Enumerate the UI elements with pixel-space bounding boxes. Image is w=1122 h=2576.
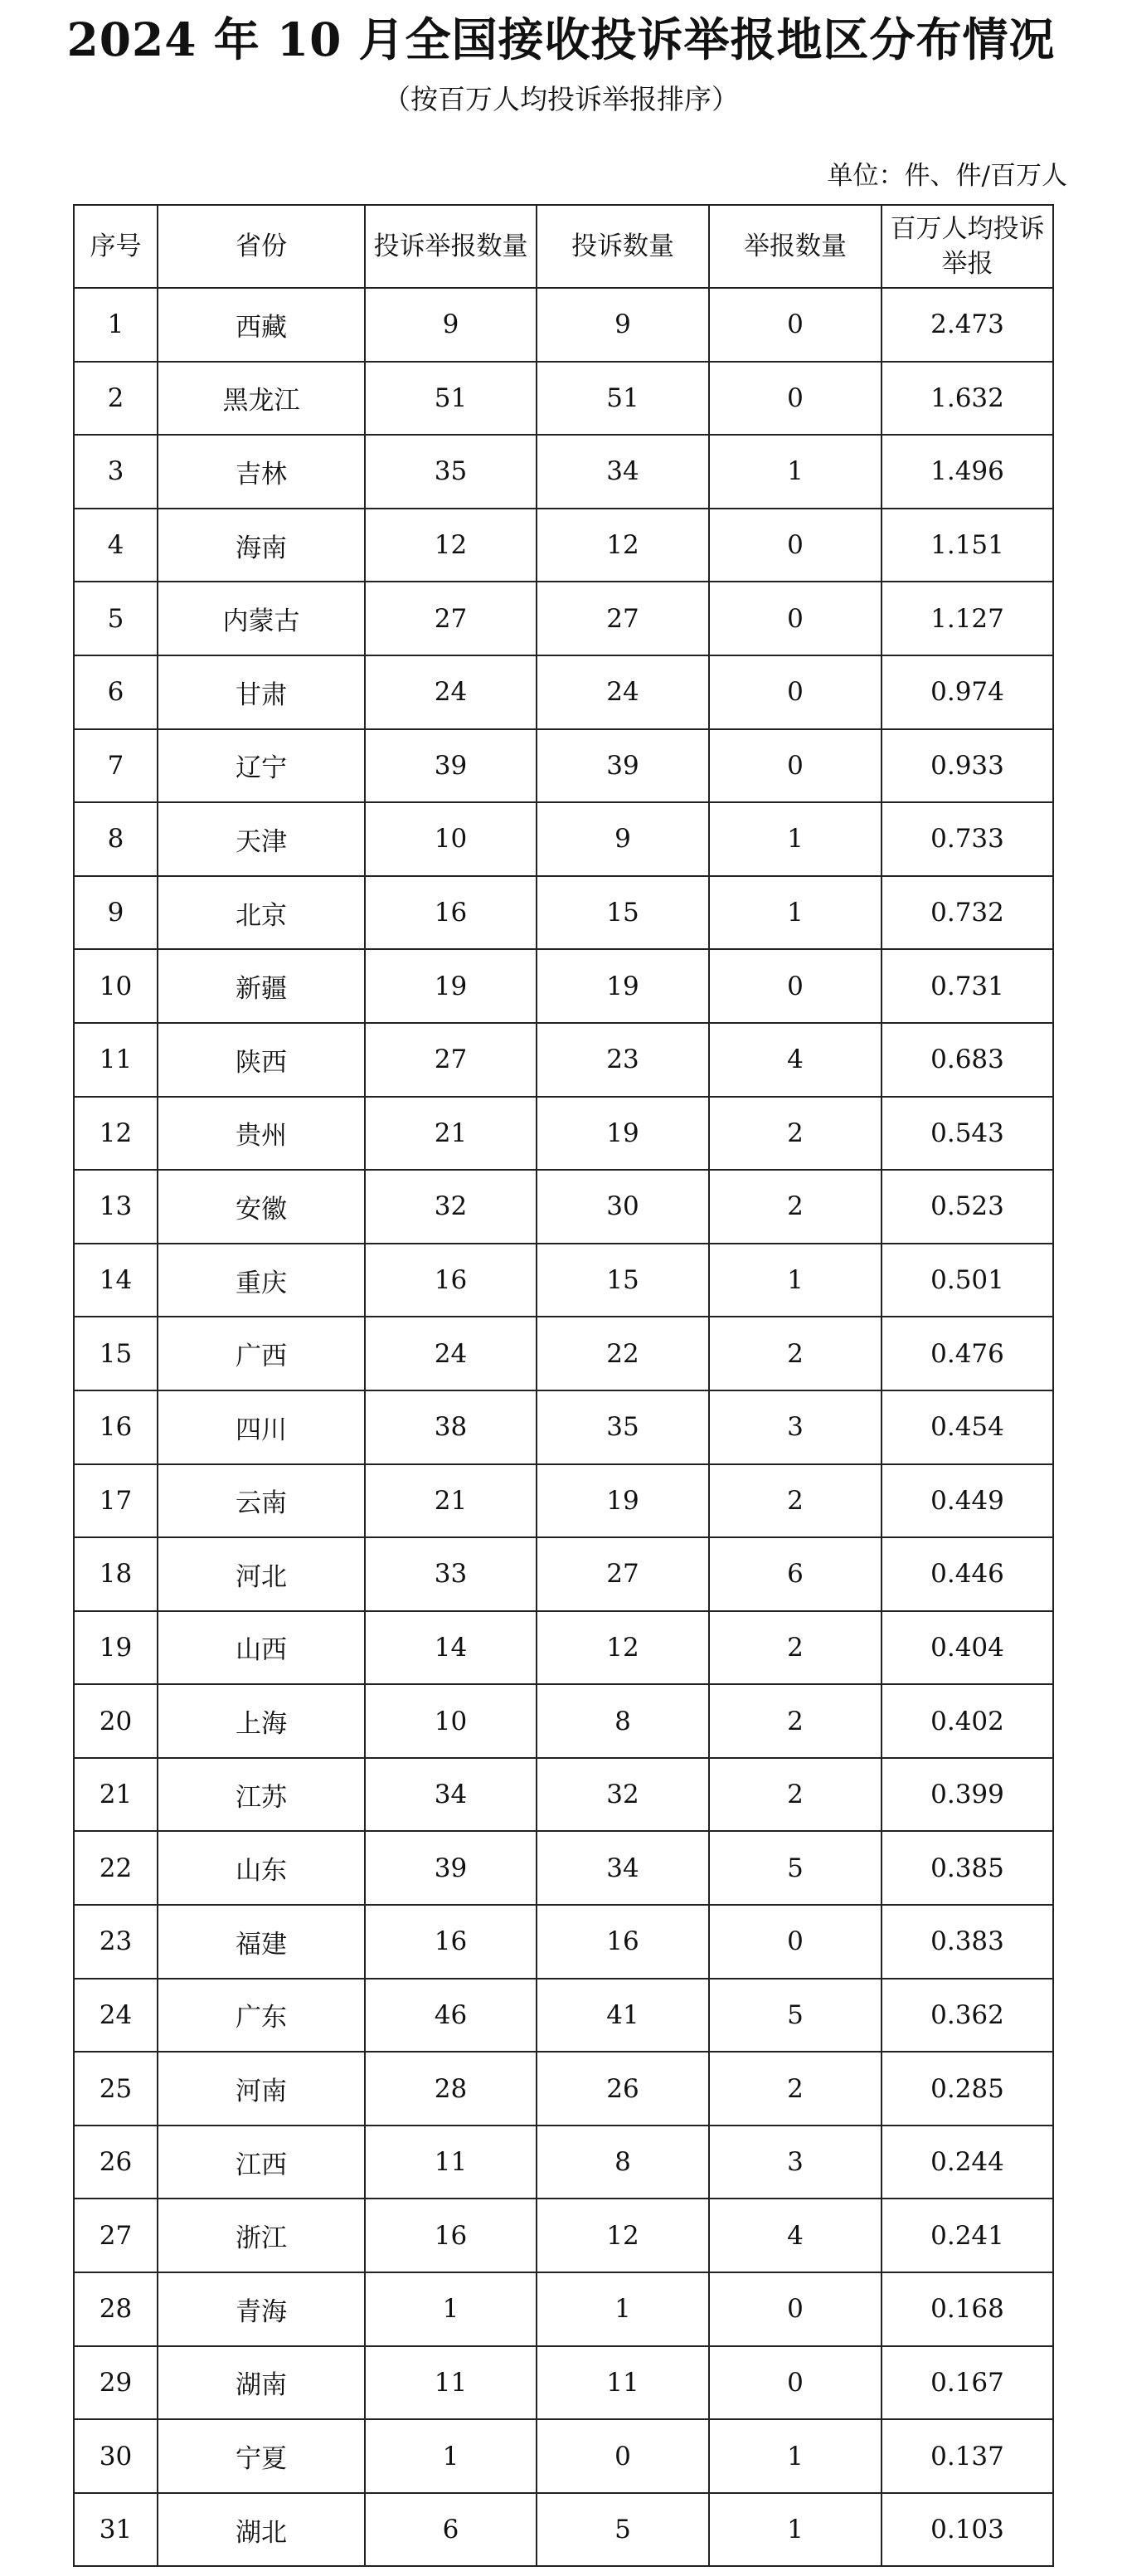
cell-complaint-count: 27 <box>537 582 709 655</box>
cell-total-count: 24 <box>365 1317 537 1390</box>
cell-index: 9 <box>74 876 158 950</box>
cell-per-million: 0.543 <box>882 1097 1053 1171</box>
cell-report-count: 2 <box>709 2052 882 2126</box>
table-row <box>74 1170 1053 1244</box>
cell-index: 3 <box>74 435 158 509</box>
cell-total-count: 39 <box>365 1831 537 1905</box>
table-row <box>74 2272 1053 2346</box>
cell-index: 29 <box>74 2346 158 2420</box>
cell-report-count: 0 <box>709 729 882 803</box>
cell-total-count: 16 <box>365 2199 537 2272</box>
table-row <box>74 362 1053 436</box>
cell-complaint-count: 39 <box>537 729 709 803</box>
cell-per-million: 0.103 <box>882 2493 1053 2567</box>
cell-total-count: 24 <box>365 655 537 729</box>
cell-province: 青海 <box>158 2272 365 2346</box>
cell-total-count: 10 <box>365 1684 537 1758</box>
cell-report-count: 3 <box>709 2126 882 2199</box>
cell-complaint-count: 8 <box>537 1684 709 1758</box>
cell-per-million: 0.454 <box>882 1390 1053 1464</box>
cell-total-count: 21 <box>365 1464 537 1538</box>
cell-index: 30 <box>74 2419 158 2493</box>
header-complaint-count: 投诉数量 <box>537 205 709 288</box>
cell-total-count: 35 <box>365 435 537 509</box>
cell-per-million: 0.402 <box>882 1684 1053 1758</box>
cell-province: 甘肃 <box>158 655 365 729</box>
cell-index: 4 <box>74 509 158 582</box>
cell-province: 天津 <box>158 802 365 876</box>
cell-province: 辽宁 <box>158 729 365 803</box>
cell-report-count: 0 <box>709 655 882 729</box>
cell-per-million: 0.501 <box>882 1244 1053 1317</box>
table-row <box>74 1097 1053 1171</box>
cell-complaint-count: 35 <box>537 1390 709 1464</box>
cell-complaint-count: 19 <box>537 949 709 1023</box>
cell-index: 26 <box>74 2126 158 2199</box>
table-row <box>74 509 1053 582</box>
table-row <box>74 582 1053 655</box>
table-row <box>74 1758 1053 1832</box>
cell-report-count: 1 <box>709 1244 882 1317</box>
cell-per-million: 1.127 <box>882 582 1053 655</box>
document-subtitle: （按百万人均投诉举报排序） <box>383 83 739 115</box>
table-row <box>74 876 1053 950</box>
cell-index: 5 <box>74 582 158 655</box>
table-row <box>74 1684 1053 1758</box>
cell-index: 2 <box>74 362 158 436</box>
cell-per-million: 0.974 <box>882 655 1053 729</box>
cell-report-count: 4 <box>709 2199 882 2272</box>
table-row <box>74 435 1053 509</box>
cell-index: 17 <box>74 1464 158 1538</box>
header-province: 省份 <box>158 205 365 288</box>
cell-total-count: 11 <box>365 2346 537 2420</box>
table-row <box>74 1023 1053 1097</box>
cell-province: 宁夏 <box>158 2419 365 2493</box>
cell-index: 24 <box>74 1979 158 2053</box>
cell-per-million: 1.151 <box>882 509 1053 582</box>
cell-complaint-count: 9 <box>537 288 709 362</box>
cell-province: 云南 <box>158 1464 365 1538</box>
cell-per-million: 0.683 <box>882 1023 1053 1097</box>
table-row <box>74 729 1053 803</box>
cell-report-count: 0 <box>709 1905 882 1979</box>
cell-province: 四川 <box>158 1390 365 1464</box>
cell-per-million: 0.241 <box>882 2199 1053 2272</box>
cell-index: 16 <box>74 1390 158 1464</box>
cell-total-count: 14 <box>365 1611 537 1685</box>
cell-total-count: 38 <box>365 1390 537 1464</box>
cell-per-million: 0.446 <box>882 1537 1053 1611</box>
cell-complaint-count: 1 <box>537 2272 709 2346</box>
cell-complaint-count: 15 <box>537 1244 709 1317</box>
cell-index: 1 <box>74 288 158 362</box>
cell-per-million: 0.732 <box>882 876 1053 950</box>
cell-total-count: 33 <box>365 1537 537 1611</box>
table-header-row <box>74 205 1053 288</box>
cell-index: 28 <box>74 2272 158 2346</box>
cell-report-count: 2 <box>709 1611 882 1685</box>
cell-province: 海南 <box>158 509 365 582</box>
cell-per-million: 0.731 <box>882 949 1053 1023</box>
cell-report-count: 0 <box>709 949 882 1023</box>
cell-complaint-count: 19 <box>537 1464 709 1538</box>
cell-complaint-count: 9 <box>537 802 709 876</box>
cell-report-count: 4 <box>709 1023 882 1097</box>
table-row <box>74 2126 1053 2199</box>
cell-total-count: 19 <box>365 949 537 1023</box>
cell-total-count: 46 <box>365 1979 537 2053</box>
table-row <box>74 2199 1053 2272</box>
cell-total-count: 16 <box>365 1244 537 1317</box>
cell-province: 西藏 <box>158 288 365 362</box>
cell-per-million: 0.362 <box>882 1979 1053 2053</box>
cell-complaint-count: 22 <box>537 1317 709 1390</box>
cell-complaint-count: 11 <box>537 2346 709 2420</box>
cell-index: 27 <box>74 2199 158 2272</box>
cell-report-count: 1 <box>709 2419 882 2493</box>
table-row <box>74 288 1053 362</box>
cell-report-count: 0 <box>709 582 882 655</box>
cell-per-million: 0.733 <box>882 802 1053 876</box>
cell-per-million: 0.523 <box>882 1170 1053 1244</box>
cell-province: 浙江 <box>158 2199 365 2272</box>
cell-province: 重庆 <box>158 1244 365 1317</box>
table-row <box>74 1317 1053 1390</box>
cell-total-count: 11 <box>365 2126 537 2199</box>
cell-report-count: 5 <box>709 1831 882 1905</box>
table-row <box>74 802 1053 876</box>
cell-complaint-count: 27 <box>537 1537 709 1611</box>
cell-per-million: 1.496 <box>882 435 1053 509</box>
cell-complaint-count: 24 <box>537 655 709 729</box>
cell-province: 内蒙古 <box>158 582 365 655</box>
cell-index: 12 <box>74 1097 158 1171</box>
cell-total-count: 51 <box>365 362 537 436</box>
cell-per-million: 0.168 <box>882 2272 1053 2346</box>
cell-total-count: 21 <box>365 1097 537 1171</box>
complaint-distribution-table <box>73 204 1054 2567</box>
cell-complaint-count: 8 <box>537 2126 709 2199</box>
table-row <box>74 1905 1053 1979</box>
cell-total-count: 34 <box>365 1758 537 1832</box>
cell-province: 福建 <box>158 1905 365 1979</box>
cell-province: 河北 <box>158 1537 365 1611</box>
cell-report-count: 2 <box>709 1317 882 1390</box>
cell-complaint-count: 16 <box>537 1905 709 1979</box>
cell-province: 湖南 <box>158 2346 365 2420</box>
cell-report-count: 6 <box>709 1537 882 1611</box>
cell-province: 上海 <box>158 1684 365 1758</box>
cell-total-count: 16 <box>365 1905 537 1979</box>
table-row <box>74 1464 1053 1538</box>
cell-total-count: 12 <box>365 509 537 582</box>
cell-province: 江苏 <box>158 1758 365 1832</box>
cell-per-million: 0.244 <box>882 2126 1053 2199</box>
table-row <box>74 1537 1053 1611</box>
cell-complaint-count: 26 <box>537 2052 709 2126</box>
cell-complaint-count: 19 <box>537 1097 709 1171</box>
cell-province: 新疆 <box>158 949 365 1023</box>
cell-province: 陕西 <box>158 1023 365 1097</box>
cell-index: 31 <box>74 2493 158 2567</box>
cell-report-count: 2 <box>709 1684 882 1758</box>
cell-report-count: 1 <box>709 802 882 876</box>
cell-index: 7 <box>74 729 158 803</box>
table-row <box>74 655 1053 729</box>
cell-total-count: 10 <box>365 802 537 876</box>
table-row <box>74 2346 1053 2420</box>
cell-report-count: 2 <box>709 1170 882 1244</box>
cell-index: 8 <box>74 802 158 876</box>
header-total-count: 投诉举报数量 <box>365 205 537 288</box>
cell-per-million: 0.385 <box>882 1831 1053 1905</box>
cell-per-million: 0.476 <box>882 1317 1053 1390</box>
cell-complaint-count: 51 <box>537 362 709 436</box>
table-row <box>74 949 1053 1023</box>
cell-per-million: 0.285 <box>882 2052 1053 2126</box>
cell-report-count: 0 <box>709 2272 882 2346</box>
cell-province: 湖北 <box>158 2493 365 2567</box>
table-row <box>74 1831 1053 1905</box>
cell-complaint-count: 32 <box>537 1758 709 1832</box>
cell-per-million: 2.473 <box>882 288 1053 362</box>
cell-index: 6 <box>74 655 158 729</box>
table-row <box>74 2493 1053 2567</box>
table-body <box>74 288 1053 2566</box>
cell-complaint-count: 34 <box>537 1831 709 1905</box>
cell-per-million: 0.404 <box>882 1611 1053 1685</box>
cell-complaint-count: 12 <box>537 509 709 582</box>
table-row <box>74 1611 1053 1685</box>
cell-total-count: 16 <box>365 876 537 950</box>
cell-province: 江西 <box>158 2126 365 2199</box>
cell-index: 22 <box>74 1831 158 1905</box>
cell-province: 山东 <box>158 1831 365 1905</box>
cell-province: 吉林 <box>158 435 365 509</box>
cell-index: 15 <box>74 1317 158 1390</box>
cell-province: 北京 <box>158 876 365 950</box>
cell-index: 23 <box>74 1905 158 1979</box>
cell-report-count: 1 <box>709 876 882 950</box>
cell-report-count: 3 <box>709 1390 882 1464</box>
cell-report-count: 0 <box>709 509 882 582</box>
header-report-count: 举报数量 <box>709 205 882 288</box>
table-row <box>74 2419 1053 2493</box>
cell-province: 贵州 <box>158 1097 365 1171</box>
cell-per-million: 0.167 <box>882 2346 1053 2420</box>
cell-complaint-count: 0 <box>537 2419 709 2493</box>
cell-total-count: 6 <box>365 2493 537 2567</box>
cell-complaint-count: 23 <box>537 1023 709 1097</box>
cell-complaint-count: 34 <box>537 435 709 509</box>
cell-report-count: 2 <box>709 1464 882 1538</box>
cell-total-count: 27 <box>365 582 537 655</box>
cell-province: 黑龙江 <box>158 362 365 436</box>
cell-province: 广东 <box>158 1979 365 2053</box>
cell-per-million: 0.399 <box>882 1758 1053 1832</box>
cell-index: 19 <box>74 1611 158 1685</box>
cell-per-million: 0.449 <box>882 1464 1053 1538</box>
cell-complaint-count: 12 <box>537 1611 709 1685</box>
cell-province: 山西 <box>158 1611 365 1685</box>
cell-index: 10 <box>74 949 158 1023</box>
cell-per-million: 0.383 <box>882 1905 1053 1979</box>
cell-index: 13 <box>74 1170 158 1244</box>
cell-per-million: 0.933 <box>882 729 1053 803</box>
cell-index: 21 <box>74 1758 158 1832</box>
cell-province: 广西 <box>158 1317 365 1390</box>
cell-per-million: 1.632 <box>882 362 1053 436</box>
cell-complaint-count: 15 <box>537 876 709 950</box>
cell-report-count: 5 <box>709 1979 882 2053</box>
cell-complaint-count: 12 <box>537 2199 709 2272</box>
document-title: 2024 年 10 月全国接收投诉举报地区分布情况 <box>66 12 1056 66</box>
table-row <box>74 2052 1053 2126</box>
cell-province: 河南 <box>158 2052 365 2126</box>
cell-report-count: 1 <box>709 2493 882 2567</box>
cell-total-count: 39 <box>365 729 537 803</box>
cell-complaint-count: 5 <box>537 2493 709 2567</box>
cell-index: 14 <box>74 1244 158 1317</box>
cell-total-count: 32 <box>365 1170 537 1244</box>
cell-report-count: 1 <box>709 435 882 509</box>
cell-index: 25 <box>74 2052 158 2126</box>
cell-report-count: 0 <box>709 288 882 362</box>
cell-report-count: 0 <box>709 2346 882 2420</box>
cell-report-count: 2 <box>709 1097 882 1171</box>
cell-total-count: 1 <box>365 2272 537 2346</box>
header-per-million: 百万人均投诉举报 <box>882 205 1053 288</box>
cell-per-million: 0.137 <box>882 2419 1053 2493</box>
cell-total-count: 1 <box>365 2419 537 2493</box>
unit-label: 单位：件、件/百万人 <box>827 161 1067 191</box>
cell-index: 18 <box>74 1537 158 1611</box>
cell-index: 11 <box>74 1023 158 1097</box>
cell-complaint-count: 30 <box>537 1170 709 1244</box>
cell-index: 20 <box>74 1684 158 1758</box>
cell-report-count: 0 <box>709 362 882 436</box>
cell-total-count: 27 <box>365 1023 537 1097</box>
header-index: 序号 <box>74 205 158 288</box>
cell-total-count: 28 <box>365 2052 537 2126</box>
cell-complaint-count: 41 <box>537 1979 709 2053</box>
cell-total-count: 9 <box>365 288 537 362</box>
cell-report-count: 2 <box>709 1758 882 1832</box>
table-row <box>74 1390 1053 1464</box>
table-row <box>74 1244 1053 1317</box>
cell-province: 安徽 <box>158 1170 365 1244</box>
table-row <box>74 1979 1053 2053</box>
